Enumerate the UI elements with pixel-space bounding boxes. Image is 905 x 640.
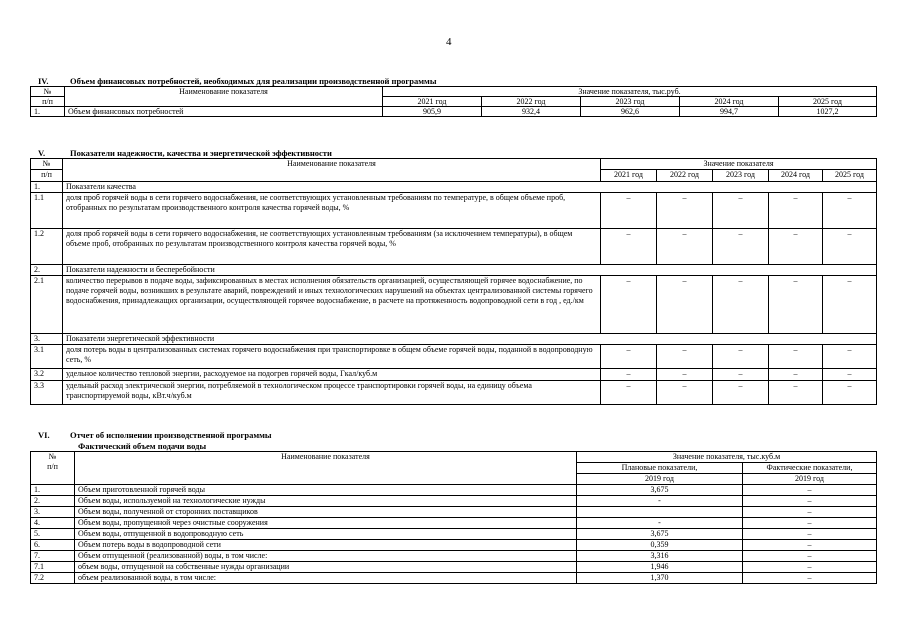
row-value: –	[769, 229, 823, 265]
row-num: 7.	[31, 551, 75, 562]
table-row	[31, 518, 877, 529]
row-group-heading: Показатели надежности и бесперебойности	[63, 265, 877, 276]
row-num: 1.1	[31, 193, 63, 229]
table-row	[31, 265, 877, 276]
table-row	[31, 540, 877, 551]
row-value: –	[657, 345, 713, 369]
year-header: 2021 год	[383, 97, 482, 107]
col-num-header-2: п/п	[31, 170, 63, 182]
row-fact-value: –	[743, 485, 877, 496]
row-fact-value: –	[743, 540, 877, 551]
year-header: 2023 год	[713, 170, 769, 182]
table-row	[31, 182, 877, 193]
row-name: Объем воды, пропущенной через очистные сооружения	[75, 518, 577, 529]
section-v-number: V.	[38, 148, 46, 158]
row-value: –	[601, 381, 657, 405]
row-plan-value: 3,316	[577, 551, 743, 562]
row-value: 994,7	[680, 107, 779, 117]
row-plan-value: 0,359	[577, 540, 743, 551]
section-vi-number: VI.	[38, 430, 50, 440]
water-supply-table	[30, 451, 877, 584]
row-fact-value: –	[743, 573, 877, 584]
row-name: удельное количество тепловой энергии, расходуемое на подогрев горячей воды, Гкал/куб.м	[63, 369, 601, 381]
row-name: доля проб горячей воды в сети горячего водоснабжения, не соответствующих установленным требованиям (за исключением температуры), в общем объеме проб, отобранных по результатам производственного контроля качества горячей воды, %	[63, 229, 601, 265]
table-row	[31, 107, 877, 117]
section-iv-title: Объем финансовых потребностей, необходимых для реализации производственной программы	[70, 76, 437, 86]
page-number: 4	[446, 36, 452, 48]
row-value: –	[601, 193, 657, 229]
row-fact-value: –	[743, 529, 877, 540]
row-value: –	[823, 345, 877, 369]
row-value: –	[713, 345, 769, 369]
col-num-header-2: п/п	[31, 97, 65, 107]
row-name: Объем воды, полученной от сторонних поставщиков	[75, 507, 577, 518]
row-num: 5.	[31, 529, 75, 540]
row-value: –	[713, 369, 769, 381]
year-header: 2024 год	[769, 170, 823, 182]
row-value: 1027,2	[779, 107, 877, 117]
table-row	[31, 496, 877, 507]
row-value: –	[769, 276, 823, 334]
year-header: 2022 год	[657, 170, 713, 182]
row-value: –	[823, 276, 877, 334]
row-value: –	[823, 381, 877, 405]
year-header: 2025 год	[823, 170, 877, 182]
table-row	[31, 529, 877, 540]
col-value-header: Значение показателя	[601, 159, 877, 170]
row-num: 7.2	[31, 573, 75, 584]
table-row	[31, 573, 877, 584]
row-num: 3.	[31, 507, 75, 518]
row-value: –	[769, 345, 823, 369]
row-num: 3.	[31, 334, 63, 345]
row-value: –	[657, 369, 713, 381]
row-plan-value: -	[577, 518, 743, 529]
col-plan-header: Плановые показатели,	[577, 463, 743, 474]
row-value: –	[769, 193, 823, 229]
col-num-header	[31, 452, 75, 485]
row-value: –	[601, 276, 657, 334]
row-value: –	[657, 276, 713, 334]
row-fact-value: –	[743, 551, 877, 562]
row-value: 905,9	[383, 107, 482, 117]
col-num-header-1: №	[48, 452, 57, 461]
row-group-heading: Показатели качества	[63, 182, 877, 193]
row-value: 962,6	[581, 107, 680, 117]
row-value: –	[601, 229, 657, 265]
table-row	[31, 229, 877, 265]
table-row	[31, 193, 877, 229]
row-value: –	[713, 193, 769, 229]
year-header: 2024 год	[680, 97, 779, 107]
row-value: 932,4	[482, 107, 581, 117]
row-num: 3.1	[31, 345, 63, 369]
row-value: –	[601, 369, 657, 381]
col-value-header: Значение показателя, тыс.куб.м	[577, 452, 877, 463]
row-value: –	[769, 369, 823, 381]
table-row	[31, 507, 877, 518]
col-num-header: №	[31, 87, 65, 97]
row-name: Объем воды, отпущенной в водопроводную сеть	[75, 529, 577, 540]
row-num: 1.2	[31, 229, 63, 265]
row-group-heading: Показатели энергетической эффективности	[63, 334, 877, 345]
row-value: –	[713, 229, 769, 265]
row-name: количество перерывов в подаче воды, зафиксированных в местах исполнения обязательств организацией, осуществляющей горячее водоснабжение, по подаче горячей воды, возникших в результате аварий, повреждений и иных технологических нарушений на объектах централизованной системы горячего водоснабжения, принадлежащих организации, осуществляющей горячее водоснабжение, в расчете на протяженность водопроводной сети в год , ед./км	[63, 276, 601, 334]
section-v-title: Показатели надежности, качества и энергетической эффективности	[70, 148, 332, 158]
row-name: доля потерь воды в централизованных системах горячего водоснабжения при транспортировке в общем объеме горячей воды, поданной в водопроводную сеть, %	[63, 345, 601, 369]
col-fact-year: 2019 год	[743, 474, 877, 485]
row-num: 4.	[31, 518, 75, 529]
financial-needs-table	[30, 86, 877, 117]
row-plan-value: 3,675	[577, 485, 743, 496]
row-value: –	[823, 229, 877, 265]
row-num: 3.3	[31, 381, 63, 405]
row-num: 2.	[31, 496, 75, 507]
col-plan-year: 2019 год	[577, 474, 743, 485]
year-header: 2021 год	[601, 170, 657, 182]
section-v-heading	[38, 148, 332, 158]
table-row	[31, 562, 877, 573]
row-value: –	[601, 345, 657, 369]
table-row	[31, 276, 877, 334]
section-iv-heading	[38, 76, 436, 86]
row-num: 1.	[31, 182, 63, 193]
row-value: –	[713, 381, 769, 405]
row-num: 1.	[31, 107, 65, 117]
row-fact-value: –	[743, 496, 877, 507]
row-num: 7.1	[31, 562, 75, 573]
row-plan-value	[577, 507, 743, 518]
table-row	[31, 485, 877, 496]
row-name: Объем отпущенной (реализованной) воды, в том числе:	[75, 551, 577, 562]
row-plan-value: 1,946	[577, 562, 743, 573]
col-fact-header: Фактические показатели,	[743, 463, 877, 474]
section-vi-title: Отчет об исполнении производственной программы	[70, 430, 272, 440]
row-value: –	[823, 369, 877, 381]
row-num: 2.	[31, 265, 63, 276]
row-num: 1.	[31, 485, 75, 496]
row-name: Объем потерь воды в водопроводной сети	[75, 540, 577, 551]
col-name-header: Наименование показателя	[75, 452, 577, 485]
table-row	[31, 381, 877, 405]
row-name: объем воды, отпущенной на собственные нужды организации	[75, 562, 577, 573]
table-row	[31, 345, 877, 369]
section-vi-subtitle: Фактический объем подачи воды	[78, 441, 207, 451]
col-name-header: Наименование показателя	[63, 159, 601, 182]
row-value: –	[657, 229, 713, 265]
col-value-header: Значение показателя, тыс.руб.	[383, 87, 877, 97]
row-value: –	[823, 193, 877, 229]
row-num: 6.	[31, 540, 75, 551]
row-value: –	[769, 381, 823, 405]
col-num-header: №	[31, 159, 63, 170]
section-vi-heading	[38, 430, 272, 440]
row-plan-value: 3,675	[577, 529, 743, 540]
row-name: Объем приготовленной горячей воды	[75, 485, 577, 496]
year-header: 2025 год	[779, 97, 877, 107]
row-value: –	[657, 193, 713, 229]
row-value: –	[713, 276, 769, 334]
table-row	[31, 551, 877, 562]
row-fact-value: –	[743, 562, 877, 573]
row-num: 3.2	[31, 369, 63, 381]
row-value: –	[657, 381, 713, 405]
col-name-header: Наименование показателя	[65, 87, 383, 107]
row-name: удельный расход электрической энергии, потребляемой в технологическом процессе транспортировки горячей воды, на единицу объема транспортируемой воды, кВт.ч/куб.м	[63, 381, 601, 405]
row-name: объем реализованной воды, в том числе:	[75, 573, 577, 584]
table-row	[31, 369, 877, 381]
year-header: 2022 год	[482, 97, 581, 107]
row-name: Объем финансовых потребностей	[65, 107, 383, 117]
row-name: доля проб горячей воды в сети горячего водоснабжения, не соответствующих установленным требованиям по температуре, в общем объеме проб, отобранных по результатам производственного контроля качества горячей воды, %	[63, 193, 601, 229]
row-num: 2.1	[31, 276, 63, 334]
table-row	[31, 334, 877, 345]
reliability-table	[30, 158, 877, 405]
row-plan-value: -	[577, 496, 743, 507]
row-fact-value: –	[743, 518, 877, 529]
section-iv-number: IV.	[38, 76, 49, 86]
row-name: Объем воды, используемой на технологические нужды	[75, 496, 577, 507]
year-header: 2023 год	[581, 97, 680, 107]
row-fact-value: –	[743, 507, 877, 518]
row-plan-value: 1,370	[577, 573, 743, 584]
col-num-header-2: п/п	[47, 462, 58, 471]
